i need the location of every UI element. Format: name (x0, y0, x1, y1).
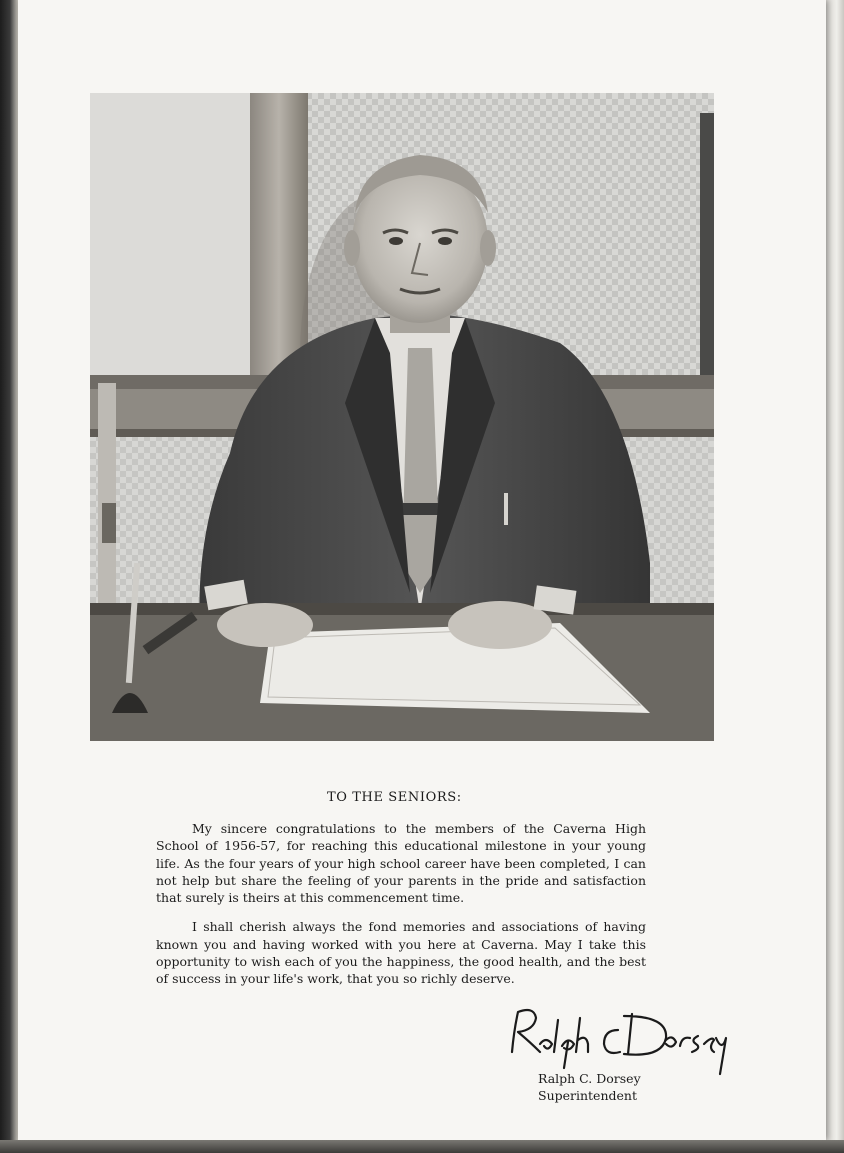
letter-paragraph-2: I shall cherish always the fond memories and associations of having known you and having worked with you here at Caverna. May I take this opportunity to wish each of you the happiness, the good health, and the best of success in your life's work, that you so richly deserve. (156, 919, 646, 987)
letter-heading: TO THE SENIORS: (327, 790, 462, 805)
signatory-name: Ralph C. Dorsey (538, 1071, 641, 1086)
superintendent-portrait-photo (90, 93, 714, 741)
handwritten-signature (500, 1000, 730, 1082)
page-bottom-edge (0, 1140, 844, 1153)
page-right-edge (826, 0, 844, 1153)
signatory-title: Superintendent (538, 1088, 637, 1103)
letter-body (156, 820, 646, 1000)
letter-paragraph-1: My sincere congratulations to the members of the Caverna High School of 1956-57, for reaching this educational milestone in your young life. As the four years of your high school career have been completed, I can not help but share the feeling of your parents in the pride and satisfaction that surely is theirs at this commencement time. (156, 821, 646, 906)
